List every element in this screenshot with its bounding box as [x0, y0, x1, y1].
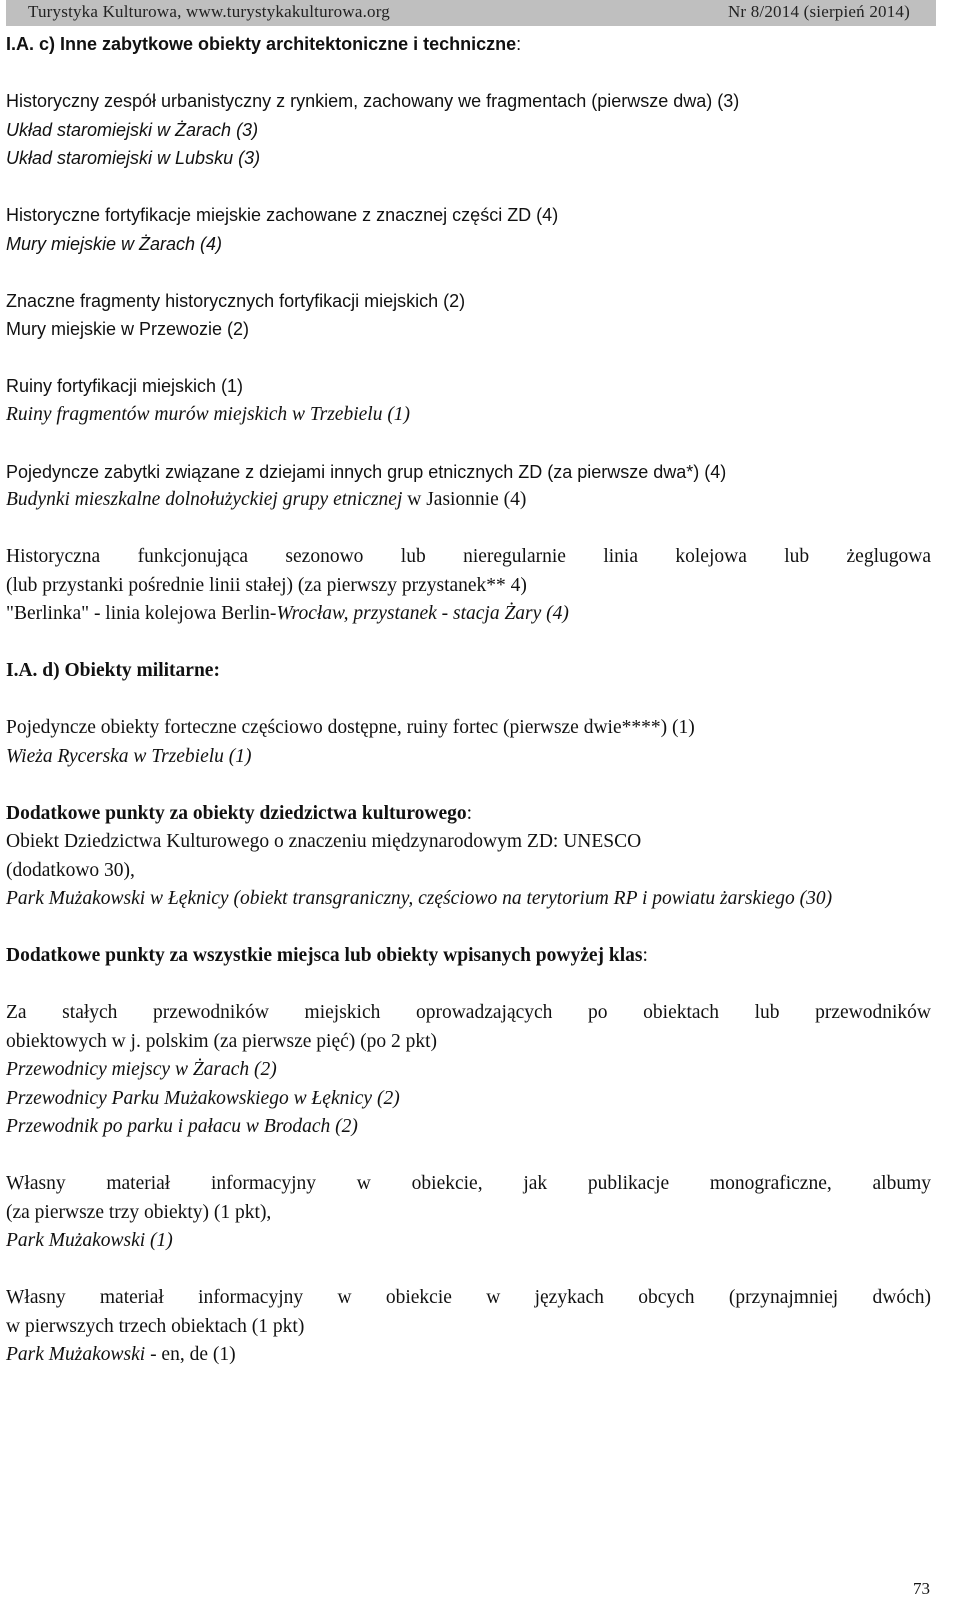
bonus-line: (dodatkowo 30),	[6, 859, 135, 881]
group-heading: Ruiny fortyfikacji miejskich (1)	[6, 376, 244, 396]
group-item: Układ staromiejski w Lubsku (3)	[6, 148, 261, 168]
document-body	[6, 30, 931, 1370]
group-heading: Historyczne fortyfikacje miejskie zachowane z znacznej części ZD (4)	[6, 205, 559, 225]
section-heading-d: I.A. d) Obiekty militarne:	[6, 660, 220, 681]
bonus-line: Obiekt Dziedzictwa Kulturowego o znaczeniu międzynarodowym ZD: UNESCO	[6, 831, 642, 852]
page-header	[6, 0, 936, 26]
journal-title: Turystyka Kulturowa, www.turystykakulturowa.org	[28, 2, 390, 21]
item-rest: - en, de (1)	[145, 1344, 236, 1365]
bonus-colon: :	[466, 802, 473, 824]
bonus-colon: :	[642, 945, 648, 966]
group-item	[6, 600, 931, 629]
group-item: Przewodnicy miejscy w Żarach (2)	[6, 1059, 277, 1080]
group-heading-line: Historyczna funkcjonująca sezonowo lub nieregularnie linia kolejowa lub żeglugowa	[6, 546, 931, 567]
bonus-title: Dodatkowe punkty za obiekty dziedzictwa kulturowego	[6, 802, 467, 824]
bonus-heading	[6, 800, 931, 829]
group-heading-line: Własny materiał informacyjny w obiekcie, jak publikacje monograficzne, albumy	[6, 1173, 931, 1194]
bonus-item: Park Mużakowski w Łęknicy (obiekt transgraniczny, częściowo na terytorium RP i powiatu żarskiego (30)	[6, 888, 833, 909]
group-item: Ruiny fragmentów murów miejskich w Trzebielu (1)	[6, 403, 411, 425]
group-heading: Historyczny zespół urbanistyczny z rynkiem, zachowany we fragmentach (pierwsze dwa) (3)	[6, 91, 740, 111]
item-italic: Park Mużakowski	[6, 1344, 146, 1365]
group-heading-line: w pierwszych trzech obiektach (1 pkt)	[6, 1315, 305, 1337]
group-item: Mury miejskie w Żarach (4)	[6, 233, 223, 254]
item-italic: Budynki mieszkalne dolnołużyckiej grupy etnicznej	[6, 489, 403, 510]
group-item: Przewodnik po parku i pałacu w Brodach (2)	[6, 1116, 358, 1137]
bonus-heading	[6, 942, 931, 971]
issue-info: Nr 8/2014 (sierpień 2014)	[727, 2, 910, 21]
group-heading-line: Za stałych przewodników miejskich oprowadzających po obiektach lub przewodników	[6, 1002, 931, 1023]
item-rest: w Jasionnie (4)	[402, 489, 527, 510]
page-number: 73	[913, 1579, 930, 1598]
group-item: Park Mużakowski (1)	[6, 1230, 173, 1251]
bonus-title: Dodatkowe punkty za wszystkie miejsca lub obiekty wpisanych powyżej klas	[6, 945, 643, 966]
group-heading-line: Własny materiał informacyjny w obiekcie w językach obcych (przynajmniej dwóch)	[6, 1287, 931, 1308]
group-item: Wieża Rycerska w Trzebielu (1)	[6, 745, 252, 767]
group-heading: Znaczne fragmenty historycznych fortyfikacji miejskich (2)	[6, 290, 466, 311]
group-item: Przewodnicy Parku Mużakowskiego w Łęknicy (2)	[6, 1087, 400, 1109]
section-heading-c	[6, 30, 931, 59]
group-item: Układ staromiejski w Żarach (3)	[6, 119, 259, 140]
item-italic: Wrocław, przystanek - stacja Żary (4)	[276, 603, 569, 624]
group-heading-line: (za pierwsze trzy obiekty) (1 pkt),	[6, 1201, 272, 1223]
group-item	[6, 1341, 931, 1370]
group-heading-line: obiektowych w j. polskim (za pierwsze pięć) (po 2 pkt)	[6, 1030, 438, 1052]
group-item: Mury miejskie w Przewozie (2)	[6, 319, 250, 339]
group-heading: Pojedyncze obiekty forteczne częściowo dostępne, ruiny fortec (pierwsze dwie****) (1)	[6, 717, 695, 738]
group-item	[6, 486, 931, 515]
item-plain: "Berlinka" - linia kolejowa Berlin-	[6, 603, 277, 624]
section-colon: :	[516, 34, 522, 54]
group-heading-line: (lub przystanki pośrednie linii stałej) (za pierwszy przystanek** 4)	[6, 574, 527, 596]
section-title: I.A. c) Inne zabytkowe obiekty architektoniczne i techniczne	[6, 34, 517, 54]
group-heading: Pojedyncze zabytki związane z dziejami innych grup etnicznych ZD (za pierwsze dwa*) (4)	[6, 461, 727, 482]
